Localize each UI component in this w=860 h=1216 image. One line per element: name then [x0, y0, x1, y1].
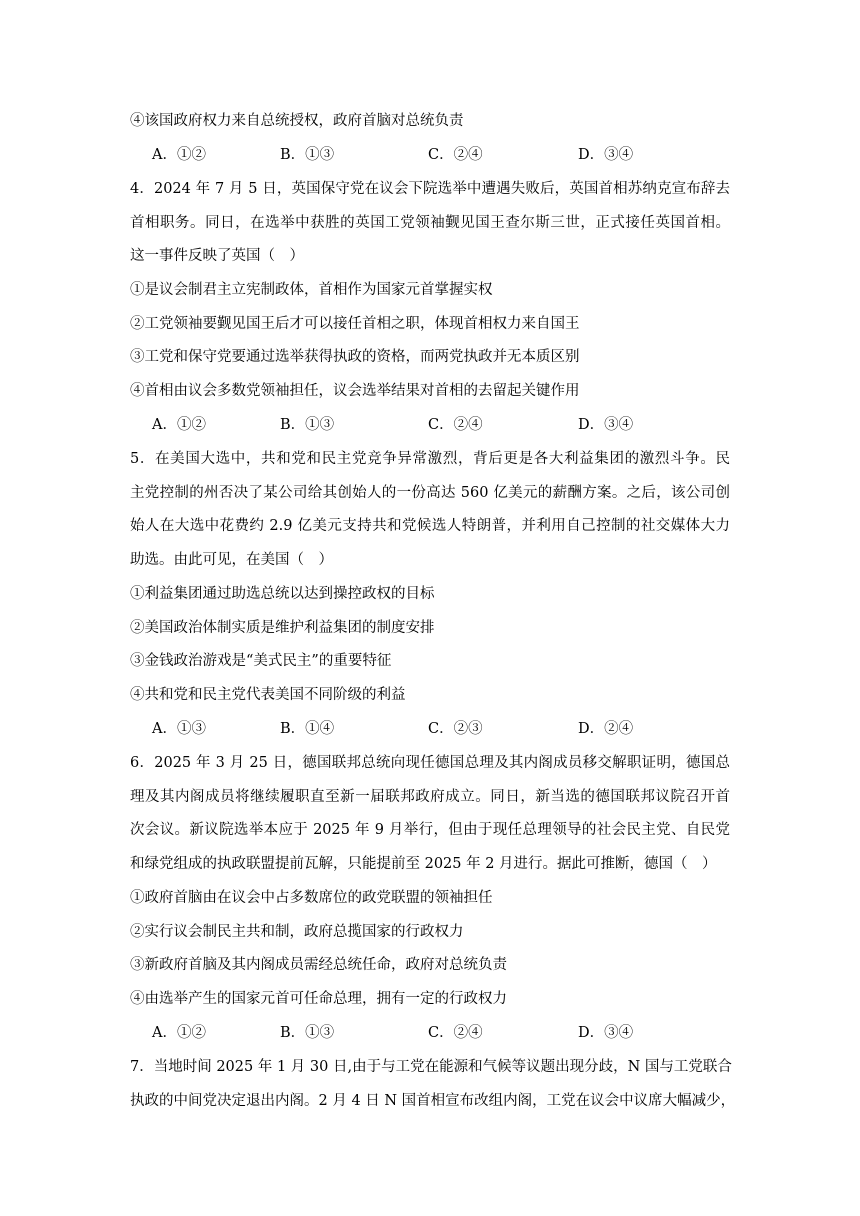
q5-option-b[interactable]: B．①④ — [280, 721, 335, 737]
q4-stem-line: 4．2024 年 7 月 5 日，英国保守党在议会下院选举中遭遇失败后，英国首相苏纳克宣布辞去 — [130, 181, 730, 197]
q5-statement-4: ④共和党和民主党代表美国不同阶级的利益 — [130, 687, 406, 703]
q5-option-a[interactable]: A．①③ — [152, 721, 206, 737]
q3-options — [130, 145, 730, 165]
q3-option-a[interactable]: A．①② — [152, 147, 206, 163]
q6-stem-line: 次会议。新议院选举本应于 2025 年 9 月举行，但由于现任总理领导的社会民主党、自民党 — [130, 822, 730, 839]
q3-option-c[interactable]: C．②④ — [428, 147, 483, 163]
q6-statement-4: ④由选举产生的国家元首可任命总理，拥有一定的行政权力 — [130, 991, 507, 1007]
q3-statement-4: ④该国政府权力来自总统授权，政府首脑对总统负责 — [130, 113, 464, 129]
q6-stem-line: 6．2025 年 3 月 25 日，德国联邦总统向现任德国总理及其内阁成员移交解职证明，德国总 — [130, 755, 730, 771]
q7-stem-line: 7．当地时间 2025 年 1 月 30 日,由于与工党在能源和气候等议题出现分歧，N 国与工党联合 — [130, 1059, 732, 1075]
q6-stem — [130, 753, 730, 887]
q4-option-a[interactable]: A．①② — [152, 417, 206, 433]
q6-options — [130, 1023, 730, 1043]
q4-option-d[interactable]: D．③④ — [578, 417, 634, 433]
q4-option-b[interactable]: B．①③ — [280, 417, 335, 433]
q6-option-a[interactable]: A．①② — [152, 1025, 206, 1041]
q7-stem-line: 执政的中间党决定退出内阁。2 月 4 日 N 国首相宣布改组内阁，工党在议会中议席大幅减少， — [130, 1092, 736, 1109]
q4-options — [130, 415, 730, 435]
q5-statement-1: ①利益集团通过助选总统以达到操控政权的目标 — [130, 586, 435, 602]
q4-statement-1: ①是议会制君主立宪制政体，首相作为国家元首掌握实权 — [130, 282, 493, 298]
q4-statement-2: ②工党领袖要觐见国王后才可以接任首相之职，体现首相权力来自国王 — [130, 316, 580, 332]
q7-stem — [130, 1057, 736, 1124]
q4-stem — [130, 179, 730, 280]
q6-statement-2: ②实行议会制民主共和制，政府总揽国家的行政权力 — [130, 924, 464, 940]
q6-option-c[interactable]: C．②④ — [428, 1025, 483, 1041]
q5-option-d[interactable]: D．②④ — [578, 721, 634, 737]
q3-option-d[interactable]: D．③④ — [578, 147, 634, 163]
q3-option-b[interactable]: B．①③ — [280, 147, 335, 163]
q6-option-d[interactable]: D．③④ — [578, 1025, 634, 1041]
q5-stem-line: 始人在大选中花费约 2.9 亿美元支持共和党候选人特朗普，并利用自己控制的社交媒体大力 — [130, 518, 730, 535]
q4-statement-3: ③工党和保守党要通过选举获得执政的资格，而两党执政并无本质区别 — [130, 349, 580, 365]
q6-statement-3: ③新政府首脑及其内阁成员需经总统任命，政府对总统负责 — [130, 957, 507, 973]
q4-option-c[interactable]: C．②④ — [428, 417, 483, 433]
q4-stem-line: 这一事件反映了英国（ ） — [130, 248, 304, 265]
q5-stem — [130, 449, 730, 583]
q5-option-c[interactable]: C．②③ — [428, 721, 483, 737]
q6-stem-line: 和绿党组成的执政联盟提前瓦解，只能提前至 2025 年 2 月进行。据此可推断，德国（ ） — [130, 855, 717, 872]
q6-option-b[interactable]: B．①③ — [280, 1025, 335, 1041]
q5-stem-line: 主党控制的州否决了某公司给其创始人的一份高达 560 亿美元的薪酬方案。之后，该公司创 — [130, 484, 730, 501]
q5-options — [130, 719, 730, 739]
q6-stem-line: 理及其内阁成员将继续履职直至新一届联邦政府成立。同日，新当选的德国联邦议院召开首 — [130, 788, 730, 805]
q5-statement-2: ②美国政治体制实质是维护利益集团的制度安排 — [130, 620, 435, 636]
q4-stem-line: 首相职务。同日，在选举中获胜的英国工党领袖觐见国王查尔斯三世，正式接任英国首相。 — [130, 214, 730, 231]
q5-stem-line: 助选。由此可见，在美国（ ） — [130, 551, 333, 568]
q5-stem-line: 5．在美国大选中，共和党和民主党竞争异常激烈，背后更是各大利益集团的激烈斗争。民 — [130, 451, 730, 467]
q6-statement-1: ①政府首脑由在议会中占多数席位的政党联盟的领袖担任 — [130, 890, 493, 906]
q5-statement-3: ③金钱政治游戏是“美式民主”的重要特征 — [130, 653, 392, 669]
q4-statement-4: ④首相由议会多数党领袖担任，议会选举结果对首相的去留起关键作用 — [130, 383, 580, 399]
